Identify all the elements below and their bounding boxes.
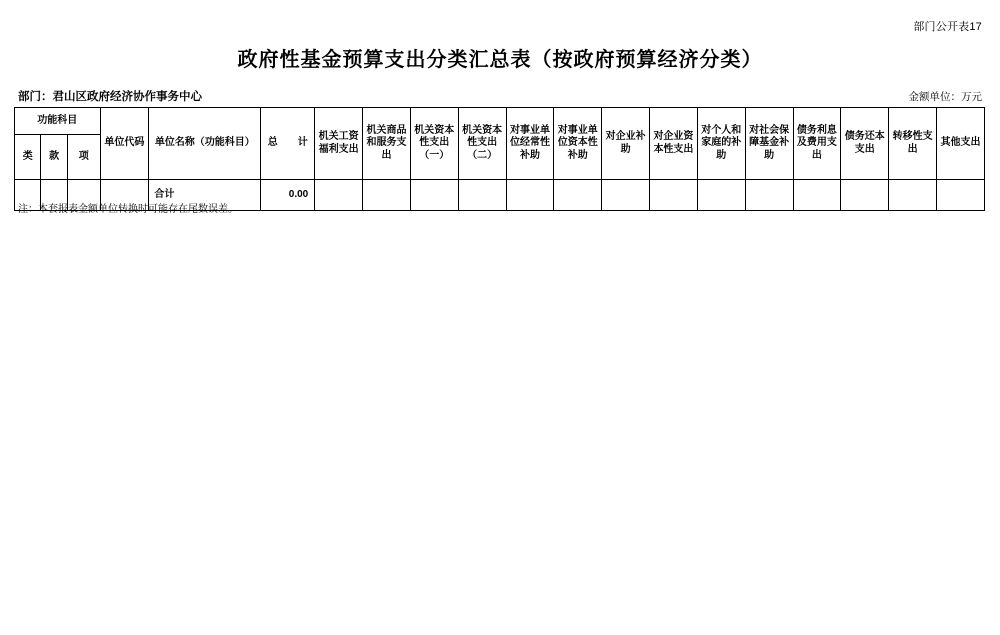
cell-econ-4: [506, 180, 554, 211]
header-unit-name: 单位名称（功能科目）: [149, 108, 261, 180]
header-econ-11: 债务还本支出: [841, 108, 889, 180]
header-econ-12: 转移性支出: [889, 108, 937, 180]
cell-econ-11: [841, 180, 889, 211]
cell-econ-3: [458, 180, 506, 211]
cell-econ-12: [889, 180, 937, 211]
header-econ-5: 对事业单位资本性补助: [554, 108, 602, 180]
form-number-label: 部门公开表17: [913, 21, 982, 33]
cell-econ-0: [315, 180, 363, 211]
header-total: 总 计: [261, 108, 315, 180]
header-econ-10: 债务利息及费用支出: [793, 108, 841, 180]
budget-summary-table: [14, 107, 985, 211]
header-econ-1: 机关商品和服务支出: [363, 108, 411, 180]
cell-econ-9: [745, 180, 793, 211]
page-title: 政府性基金预算支出分类汇总表（按政府预算经济分类）: [237, 47, 763, 71]
header-econ-3: 机关资本性支出（二）: [458, 108, 506, 180]
cell-econ-6: [602, 180, 650, 211]
cell-total: 0.00: [261, 180, 315, 211]
header-function-subject: 功能科目: [15, 108, 101, 135]
header-kuan: 款: [41, 135, 67, 180]
department-label: 部门：君山区政府经济协作事务中心: [18, 91, 202, 103]
header-lei: 类: [15, 135, 41, 180]
cell-econ-2: [410, 180, 458, 211]
header-xiang: 项: [67, 135, 100, 180]
header-econ-4: 对事业单位经常性补助: [506, 108, 554, 180]
header-econ-7: 对企业资本性支出: [650, 108, 698, 180]
table-note: 注：本套报表金额单位转换时可能存在尾数误差。: [18, 204, 238, 215]
table-header-row-1: [15, 108, 985, 135]
cell-unit-name: 合计: [149, 180, 261, 211]
cell-econ-5: [554, 180, 602, 211]
cell-econ-10: [793, 180, 841, 211]
amount-unit-label: 金额单位：万元: [908, 91, 982, 103]
header-econ-0: 机关工资福利支出: [315, 108, 363, 180]
header-econ-8: 对个人和家庭的补助: [697, 108, 745, 180]
header-econ-13: 其他支出: [937, 108, 985, 180]
cell-econ-8: [697, 180, 745, 211]
header-econ-2: 机关资本性支出（一）: [410, 108, 458, 180]
subtitle-row: [18, 88, 982, 104]
header-econ-6: 对企业补助: [602, 108, 650, 180]
cell-econ-13: [937, 180, 985, 211]
cell-econ-1: [363, 180, 411, 211]
header-econ-9: 对社会保障基金补助: [745, 108, 793, 180]
cell-econ-7: [650, 180, 698, 211]
header-unit-code: 单位代码: [100, 108, 149, 180]
